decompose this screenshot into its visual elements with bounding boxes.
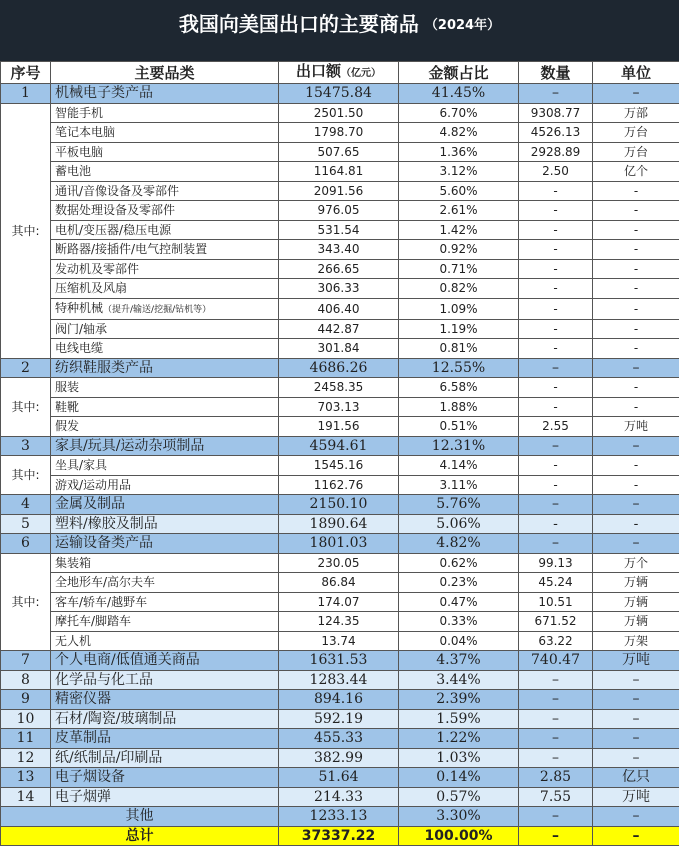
unit: 万辆: [593, 612, 679, 632]
unit: –: [593, 690, 679, 710]
export-amount: 1162.76: [279, 475, 399, 495]
subcategory-name: [51, 298, 279, 319]
subcategory-name: [51, 162, 279, 182]
category-name: 金属及制品: [51, 495, 279, 515]
sub-label: 其中:: [1, 456, 51, 495]
subcategory-name: [51, 612, 279, 632]
subcategory-name: [51, 201, 279, 221]
amount-share: 0.47%: [399, 592, 519, 612]
quantity: -: [519, 201, 593, 221]
header-no: 序号: [1, 62, 51, 84]
row-number: 12: [1, 748, 51, 768]
subcategory-row: [1, 475, 679, 495]
category-row: [1, 358, 679, 378]
category-row: [1, 651, 679, 671]
export-amount: 174.07: [279, 592, 399, 612]
unit: -: [593, 220, 679, 240]
unit: 万吨: [593, 417, 679, 437]
subcategory-row: [1, 631, 679, 651]
subcategory-row: [1, 240, 679, 260]
header-amount-unit: （亿元）: [341, 68, 381, 79]
amount-share: 2.61%: [399, 201, 519, 221]
unit: –: [593, 495, 679, 515]
quantity: 9308.77: [519, 103, 593, 123]
header-amount-label: 出口额: [295, 62, 341, 80]
unit: -: [593, 339, 679, 359]
subcategory-name: [51, 378, 279, 398]
subcategory-label: 平板电脑: [55, 144, 104, 159]
quantity: –: [519, 709, 593, 729]
quantity: 7.55: [519, 787, 593, 807]
unit: 万架: [593, 631, 679, 651]
subcategory-name: [51, 319, 279, 339]
header-qty: 数量: [519, 62, 593, 84]
unit: 万辆: [593, 592, 679, 612]
subcategory-label: 假发: [55, 419, 80, 434]
subcategory-row: [1, 298, 679, 319]
other-row-label: 其他: [1, 807, 279, 827]
row-number: 5: [1, 514, 51, 534]
amount-share: 6.70%: [399, 103, 519, 123]
unit: 万台: [593, 123, 679, 143]
unit: –: [593, 534, 679, 554]
quantity: 63.22: [519, 631, 593, 651]
subcategory-label: 发动机及零部件: [55, 261, 140, 276]
category-row: [1, 729, 679, 749]
unit: -: [593, 456, 679, 476]
export-amount: 301.84: [279, 339, 399, 359]
amount-share: 12.55%: [399, 358, 519, 378]
amount-share: 1.19%: [399, 319, 519, 339]
subcategory-row: [1, 378, 679, 398]
unit: -: [593, 279, 679, 299]
export-amount: 15475.84: [279, 84, 399, 104]
amount-share: 5.06%: [399, 514, 519, 534]
unit: -: [593, 475, 679, 495]
subcategory-label: 压缩机及风扇: [55, 281, 128, 296]
header-row: [1, 62, 679, 84]
export-amount: 230.05: [279, 553, 399, 573]
category-row: [1, 514, 679, 534]
unit: -: [593, 259, 679, 279]
export-amount: 406.40: [279, 298, 399, 319]
quantity: –: [519, 358, 593, 378]
quantity: 2.55: [519, 417, 593, 437]
amount-share: 0.81%: [399, 339, 519, 359]
subcategory-row: [1, 123, 679, 143]
export-amount: 51.64: [279, 768, 399, 788]
export-amount: 2458.35: [279, 378, 399, 398]
row-number: 3: [1, 436, 51, 456]
quantity: 671.52: [519, 612, 593, 632]
export-amount: 703.13: [279, 397, 399, 417]
title-text: 我国向美国出口的主要商品: [178, 12, 419, 36]
subcategory-label: 全地形车/高尔夫车: [55, 575, 156, 590]
unit: 万吨: [593, 787, 679, 807]
row-number: 6: [1, 534, 51, 554]
quantity: –: [519, 690, 593, 710]
amount-share: 2.39%: [399, 690, 519, 710]
amount-share: 1.88%: [399, 397, 519, 417]
amount-share: 0.82%: [399, 279, 519, 299]
subcategory-label: 阀门/轴承: [55, 321, 108, 336]
subcategory-row: [1, 612, 679, 632]
unit: –: [593, 436, 679, 456]
category-name: 石材/陶瓷/玻璃制品: [51, 709, 279, 729]
total-row-label: 总计: [1, 826, 279, 846]
export-amount: 1798.70: [279, 123, 399, 143]
row-number: 9: [1, 690, 51, 710]
export-amount: 4594.61: [279, 436, 399, 456]
subcategory-name: [51, 397, 279, 417]
subcategory-label: 蓄电池: [55, 164, 92, 179]
export-amount: 306.33: [279, 279, 399, 299]
category-row: [1, 534, 679, 554]
amount-share: 1.22%: [399, 729, 519, 749]
category-name: 精密仪器: [51, 690, 279, 710]
category-name: 纺织鞋服类产品: [51, 358, 279, 378]
category-row: [1, 670, 679, 690]
export-amount: 2501.50: [279, 103, 399, 123]
amount-share: 0.04%: [399, 631, 519, 651]
row-number: 11: [1, 729, 51, 749]
subcategory-name: [51, 456, 279, 476]
category-name: 化学品与化工品: [51, 670, 279, 690]
amount-share: 0.92%: [399, 240, 519, 260]
category-name: 塑料/橡胶及制品: [51, 514, 279, 534]
unit: -: [593, 378, 679, 398]
subcategory-name: [51, 259, 279, 279]
subcategory-row: [1, 319, 679, 339]
row-number: 2: [1, 358, 51, 378]
subcategory-row: [1, 553, 679, 573]
unit: –: [593, 84, 679, 104]
subcategory-label: 坐具/家具: [55, 458, 108, 473]
unit: -: [593, 240, 679, 260]
amount-share: 12.31%: [399, 436, 519, 456]
export-amount: 507.65: [279, 142, 399, 162]
sub-label: 其中:: [1, 378, 51, 437]
amount-share: 4.82%: [399, 123, 519, 143]
quantity: 740.47: [519, 651, 593, 671]
header-category: 主要品类: [51, 62, 279, 84]
quantity: 99.13: [519, 553, 593, 573]
export-amount: 1890.64: [279, 514, 399, 534]
unit: -: [593, 514, 679, 534]
subcategory-row: [1, 279, 679, 299]
row-number: 13: [1, 768, 51, 788]
unit: -: [593, 181, 679, 201]
unit: 万个: [593, 553, 679, 573]
title-year: （2024年）: [424, 18, 501, 33]
subcategory-label: 通讯/音像设备及零部件: [55, 183, 180, 198]
subcategory-label: 客车/轿车/越野车: [55, 594, 148, 609]
amount-share: 4.37%: [399, 651, 519, 671]
unit: –: [593, 748, 679, 768]
quantity: -: [519, 475, 593, 495]
export-amount: 1164.81: [279, 162, 399, 182]
unit: –: [593, 709, 679, 729]
quantity: –: [519, 495, 593, 515]
quantity: –: [519, 826, 593, 846]
subcategory-row: [1, 456, 679, 476]
amount-share: 0.14%: [399, 768, 519, 788]
export-amount: 455.33: [279, 729, 399, 749]
subcategory-row: [1, 417, 679, 437]
subcategory-name: [51, 279, 279, 299]
amount-share: 1.09%: [399, 298, 519, 319]
category-name: 机械电子类产品: [51, 84, 279, 104]
export-amount: 214.33: [279, 787, 399, 807]
export-amount: 4686.26: [279, 358, 399, 378]
amount-share: 0.51%: [399, 417, 519, 437]
unit: -: [593, 201, 679, 221]
subcategory-name: [51, 123, 279, 143]
export-amount: 343.40: [279, 240, 399, 260]
export-amount: 894.16: [279, 690, 399, 710]
amount-share: 4.14%: [399, 456, 519, 476]
subcategory-label: 电机/变压器/稳压电源: [55, 222, 172, 237]
unit: –: [593, 729, 679, 749]
subcategory-name: [51, 631, 279, 651]
unit: 万台: [593, 142, 679, 162]
quantity: -: [519, 397, 593, 417]
category-name: 电子烟弹: [51, 787, 279, 807]
amount-share: 1.36%: [399, 142, 519, 162]
subcategory-name: [51, 417, 279, 437]
subcategory-name: [51, 475, 279, 495]
amount-share: 1.42%: [399, 220, 519, 240]
export-amount: 2150.10: [279, 495, 399, 515]
export-amount: 86.84: [279, 573, 399, 593]
export-amount: 37337.22: [279, 826, 399, 846]
subcategory-row: [1, 592, 679, 612]
sub-label: 其中:: [1, 103, 51, 358]
quantity: -: [519, 298, 593, 319]
amount-share: 41.45%: [399, 84, 519, 104]
row-number: 1: [1, 84, 51, 104]
export-amount: 191.56: [279, 417, 399, 437]
table-title: [0, 0, 679, 61]
category-row: [1, 768, 679, 788]
subcategory-row: [1, 397, 679, 417]
subcategory-name: [51, 573, 279, 593]
quantity: -: [519, 514, 593, 534]
quantity: –: [519, 670, 593, 690]
quantity: -: [519, 456, 593, 476]
header-share: 金额占比: [399, 62, 519, 84]
amount-share: 5.76%: [399, 495, 519, 515]
quantity: -: [519, 378, 593, 398]
amount-share: 3.30%: [399, 807, 519, 827]
unit: –: [593, 670, 679, 690]
subcategory-label: 无人机: [55, 633, 92, 648]
row-number: 4: [1, 495, 51, 515]
other-row: [1, 807, 679, 827]
unit: 万部: [593, 103, 679, 123]
subcategory-name: [51, 339, 279, 359]
amount-share: 6.58%: [399, 378, 519, 398]
quantity: –: [519, 84, 593, 104]
amount-share: 0.71%: [399, 259, 519, 279]
unit: 万辆: [593, 573, 679, 593]
subcategory-row: [1, 103, 679, 123]
export-amount: 266.65: [279, 259, 399, 279]
quantity: –: [519, 534, 593, 554]
subcategory-name: [51, 220, 279, 240]
subcategory-label: 服装: [55, 380, 80, 395]
amount-share: 0.33%: [399, 612, 519, 632]
subcategory-label: 智能手机: [55, 105, 104, 120]
category-row: [1, 787, 679, 807]
export-table: [0, 61, 679, 846]
quantity: –: [519, 436, 593, 456]
subcategory-row: [1, 162, 679, 182]
subcategory-name: [51, 103, 279, 123]
category-name: 纸/纸制品/印刷品: [51, 748, 279, 768]
category-row: [1, 709, 679, 729]
amount-share: 1.59%: [399, 709, 519, 729]
unit: –: [593, 358, 679, 378]
subcategory-label: 游戏/运动用品: [55, 477, 132, 492]
header-unit: 单位: [593, 62, 679, 84]
export-amount: 2091.56: [279, 181, 399, 201]
unit: –: [593, 807, 679, 827]
amount-share: 3.44%: [399, 670, 519, 690]
export-amount: 1801.03: [279, 534, 399, 554]
export-amount: 1283.44: [279, 670, 399, 690]
category-row: [1, 748, 679, 768]
export-amount: 1233.13: [279, 807, 399, 827]
subcategory-row: [1, 339, 679, 359]
unit: 万吨: [593, 651, 679, 671]
subcategory-name: [51, 240, 279, 260]
row-number: 7: [1, 651, 51, 671]
subcategory-label: 电线电缆: [55, 341, 104, 356]
subcategory-name: [51, 181, 279, 201]
category-name: 家具/玩具/运动杂项制品: [51, 436, 279, 456]
quantity: -: [519, 220, 593, 240]
subcategory-row: [1, 573, 679, 593]
export-amount: 442.87: [279, 319, 399, 339]
export-amount: 382.99: [279, 748, 399, 768]
category-name: 电子烟设备: [51, 768, 279, 788]
subcategory-row: [1, 142, 679, 162]
category-row: [1, 690, 679, 710]
category-name: 皮革制品: [51, 729, 279, 749]
row-number: 14: [1, 787, 51, 807]
header-amount: [279, 62, 399, 84]
quantity: 2928.89: [519, 142, 593, 162]
amount-share: 0.62%: [399, 553, 519, 573]
quantity: 2.85: [519, 768, 593, 788]
subcategory-label: 断路器/接插件/电气控制装置: [55, 242, 208, 257]
category-row: [1, 495, 679, 515]
export-amount: 1545.16: [279, 456, 399, 476]
quantity: -: [519, 259, 593, 279]
export-amount: 592.19: [279, 709, 399, 729]
quantity: -: [519, 339, 593, 359]
quantity: –: [519, 807, 593, 827]
category-name: 运输设备类产品: [51, 534, 279, 554]
unit: 亿只: [593, 768, 679, 788]
export-amount: 13.74: [279, 631, 399, 651]
export-amount: 531.54: [279, 220, 399, 240]
quantity: -: [519, 240, 593, 260]
quantity: -: [519, 319, 593, 339]
category-name: 个人电商/低值通关商品: [51, 651, 279, 671]
export-amount: 1631.53: [279, 651, 399, 671]
row-number: 8: [1, 670, 51, 690]
subcategory-row: [1, 259, 679, 279]
amount-share: 0.23%: [399, 573, 519, 593]
subcategory-row: [1, 220, 679, 240]
subcategory-row: [1, 181, 679, 201]
subcategory-label: 集装箱: [55, 555, 92, 570]
subcategory-row: [1, 201, 679, 221]
amount-share: 4.82%: [399, 534, 519, 554]
amount-share: 0.57%: [399, 787, 519, 807]
amount-share: 100.00%: [399, 826, 519, 846]
subcategory-note: （提升/输送/挖掘/钻机等）: [103, 304, 212, 315]
row-number: 10: [1, 709, 51, 729]
subcategory-name: [51, 142, 279, 162]
subcategory-label: 笔记本电脑: [55, 125, 116, 140]
quantity: 2.50: [519, 162, 593, 182]
unit: -: [593, 298, 679, 319]
quantity: -: [519, 181, 593, 201]
subcategory-label: 摩托车/脚踏车: [55, 614, 132, 629]
amount-share: 5.60%: [399, 181, 519, 201]
quantity: –: [519, 729, 593, 749]
subcategory-label: 鞋靴: [55, 399, 80, 414]
export-amount: 124.35: [279, 612, 399, 632]
subcategory-label: 数据处理设备及零部件: [55, 203, 176, 218]
subcategory-name: [51, 592, 279, 612]
category-row: [1, 84, 679, 104]
quantity: -: [519, 279, 593, 299]
sub-label: 其中:: [1, 553, 51, 651]
amount-share: 1.03%: [399, 748, 519, 768]
quantity: 4526.13: [519, 123, 593, 143]
unit: -: [593, 319, 679, 339]
category-row: [1, 436, 679, 456]
total-row: [1, 826, 679, 846]
export-amount: 976.05: [279, 201, 399, 221]
unit: -: [593, 397, 679, 417]
quantity: 10.51: [519, 592, 593, 612]
quantity: 45.24: [519, 573, 593, 593]
subcategory-name: [51, 553, 279, 573]
unit: –: [593, 826, 679, 846]
quantity: –: [519, 748, 593, 768]
amount-share: 3.12%: [399, 162, 519, 182]
amount-share: 3.11%: [399, 475, 519, 495]
unit: 亿个: [593, 162, 679, 182]
subcategory-label: 特种机械: [55, 300, 104, 315]
